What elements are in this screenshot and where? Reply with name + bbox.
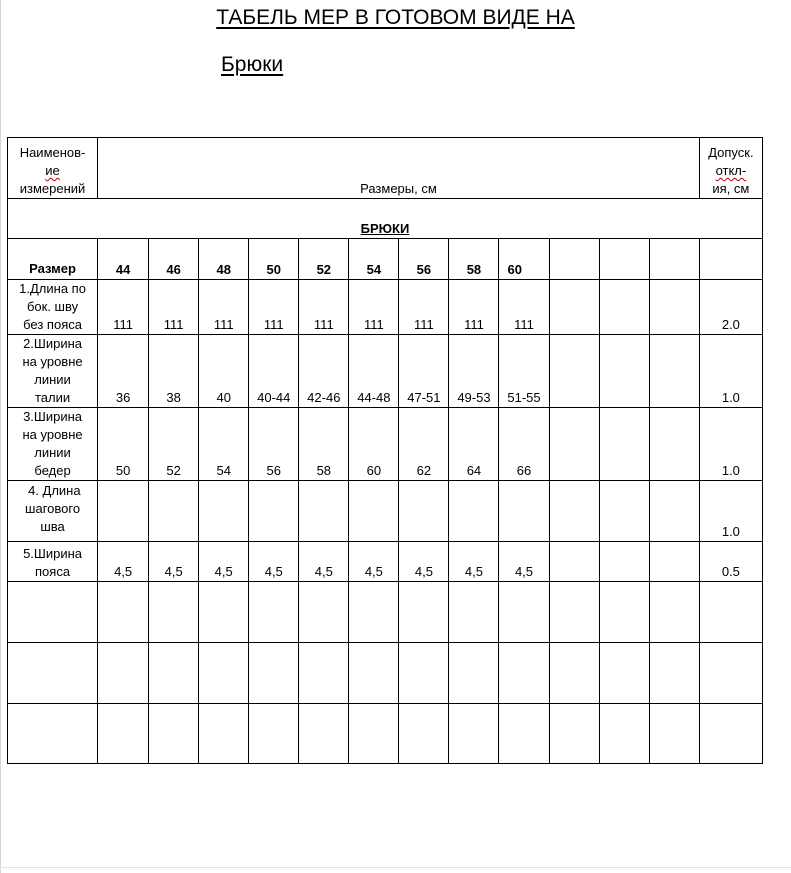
value-cell <box>299 481 349 542</box>
value-cell <box>649 280 699 335</box>
value-cell: 52 <box>149 408 199 481</box>
section-title: БРЮКИ <box>360 221 410 236</box>
value-cell <box>349 481 399 542</box>
measurement-name-line: на уровне <box>22 427 83 442</box>
value-cell <box>549 408 599 481</box>
size-cell: 46 <box>149 239 199 280</box>
value-cell <box>549 335 599 408</box>
measurement-name-line: 4. Длина <box>24 483 81 498</box>
tolerance-cell: 0.5 <box>699 542 762 582</box>
value-cell <box>199 481 249 542</box>
size-cell: 44 <box>98 239 149 280</box>
value-cell: 4,5 <box>349 542 399 582</box>
measurement-name-line: линии <box>34 372 71 387</box>
measurement-name-cell <box>8 481 98 542</box>
page-edge <box>0 0 1 873</box>
header-name-line: ие <box>45 163 60 178</box>
value-cell: 54 <box>199 408 249 481</box>
value-cell: 47-51 <box>399 335 449 408</box>
empty-row <box>8 643 763 704</box>
tolerance-cell: 1.0 <box>699 481 762 542</box>
header-name-cell <box>8 138 98 199</box>
value-cell <box>98 481 149 542</box>
value-cell <box>149 481 199 542</box>
header-tolerance-line: откл- <box>715 163 747 178</box>
value-cell: 51-55 <box>499 335 549 408</box>
size-cell: 56 <box>399 239 449 280</box>
header-tolerance-cell <box>699 138 762 199</box>
table-row <box>8 335 763 408</box>
measurement-name-cell <box>8 280 98 335</box>
measurement-name-line: 3.Ширина <box>23 409 82 424</box>
measurement-table <box>7 137 763 764</box>
size-cell: 48 <box>199 239 249 280</box>
value-cell: 111 <box>149 280 199 335</box>
size-cell <box>599 239 649 280</box>
size-cell <box>549 239 599 280</box>
value-cell <box>649 408 699 481</box>
measurement-name-line: талии <box>34 390 71 405</box>
value-cell: 4,5 <box>249 542 299 582</box>
value-cell: 60 <box>349 408 399 481</box>
size-cell <box>649 239 699 280</box>
value-cell: 111 <box>349 280 399 335</box>
value-cell: 111 <box>399 280 449 335</box>
value-cell: 38 <box>149 335 199 408</box>
value-cell <box>399 481 449 542</box>
value-cell <box>599 481 649 542</box>
value-cell: 111 <box>499 280 549 335</box>
value-cell: 44-48 <box>349 335 399 408</box>
value-cell: 64 <box>449 408 499 481</box>
size-cell: 58 <box>449 239 499 280</box>
value-cell: 42-46 <box>299 335 349 408</box>
size-cell: 54 <box>349 239 399 280</box>
tolerance-cell <box>699 239 762 280</box>
table-header-row <box>8 138 763 199</box>
header-name-line: Наименов- <box>19 145 86 160</box>
value-cell <box>249 481 299 542</box>
value-cell <box>599 335 649 408</box>
value-cell: 4,5 <box>199 542 249 582</box>
value-cell <box>649 542 699 582</box>
header-sizes-cell: Размеры, см <box>98 138 700 199</box>
value-cell: 49-53 <box>449 335 499 408</box>
value-cell <box>449 481 499 542</box>
measurement-name-line: пояса <box>35 564 71 579</box>
value-cell <box>599 542 649 582</box>
value-cell: 56 <box>249 408 299 481</box>
empty-row <box>8 582 763 643</box>
document-product-line <box>221 52 570 78</box>
value-cell: 4,5 <box>399 542 449 582</box>
tolerance-cell: 2.0 <box>699 280 762 335</box>
tolerance-cell: 1.0 <box>699 408 762 481</box>
value-cell <box>549 542 599 582</box>
value-cell <box>649 481 699 542</box>
measurement-name-line: на уровне <box>22 354 83 369</box>
value-cell: 50 <box>98 408 149 481</box>
value-cell <box>599 408 649 481</box>
empty-row <box>8 704 763 764</box>
size-row <box>8 239 763 280</box>
value-cell: 62 <box>399 408 449 481</box>
measurement-name-line: без пояса <box>23 317 82 332</box>
value-cell: 111 <box>249 280 299 335</box>
measurement-name-line: шва <box>40 519 65 534</box>
table-row <box>8 280 763 335</box>
measurement-name-cell <box>8 408 98 481</box>
header-tolerance-line: Допуск. <box>708 145 754 160</box>
measurement-name-line: линии <box>34 445 71 460</box>
size-cell: 50 <box>249 239 299 280</box>
measurement-name-line: шагового <box>25 501 81 516</box>
table-row <box>8 481 763 542</box>
value-cell: 4,5 <box>149 542 199 582</box>
measurement-name-line: бедер <box>34 463 71 478</box>
document-title: ТАБЕЛЬ МЕР В ГОТОВОМ ВИДЕ НА <box>216 6 575 29</box>
header-tolerance-line: ия, см <box>712 181 750 196</box>
measurement-name-cell <box>8 335 98 408</box>
value-cell: 111 <box>199 280 249 335</box>
value-cell: 4,5 <box>499 542 549 582</box>
value-cell: 40-44 <box>249 335 299 408</box>
value-cell: 58 <box>299 408 349 481</box>
value-cell: 36 <box>98 335 149 408</box>
value-cell: 66 <box>499 408 549 481</box>
section-title-cell <box>8 199 763 239</box>
value-cell: 4,5 <box>299 542 349 582</box>
measurement-name-line: 5.Ширина <box>23 546 82 561</box>
tolerance-cell: 1.0 <box>699 335 762 408</box>
value-cell: 4,5 <box>449 542 499 582</box>
value-cell: 40 <box>199 335 249 408</box>
table-row <box>8 408 763 481</box>
size-cell: 52 <box>299 239 349 280</box>
page-edge <box>0 867 791 868</box>
value-cell <box>599 280 649 335</box>
product-name: Брюки <box>221 53 284 76</box>
value-cell: 111 <box>299 280 349 335</box>
section-row <box>8 199 763 239</box>
measurement-name-cell <box>8 542 98 582</box>
value-cell: 111 <box>98 280 149 335</box>
value-cell: 4,5 <box>98 542 149 582</box>
table-row <box>8 542 763 582</box>
measurement-name-line: 2.Ширина <box>23 336 82 351</box>
value-cell <box>549 280 599 335</box>
value-cell <box>649 335 699 408</box>
header-name-line: измерений <box>19 181 86 196</box>
value-cell <box>549 481 599 542</box>
measurement-name-line: 1.Длина по <box>19 281 86 296</box>
size-cell: 60 <box>499 239 549 280</box>
size-row-label: Размер <box>8 239 98 280</box>
measurement-name-line: бок. шву <box>26 299 79 314</box>
value-cell <box>499 481 549 542</box>
value-cell: 111 <box>449 280 499 335</box>
